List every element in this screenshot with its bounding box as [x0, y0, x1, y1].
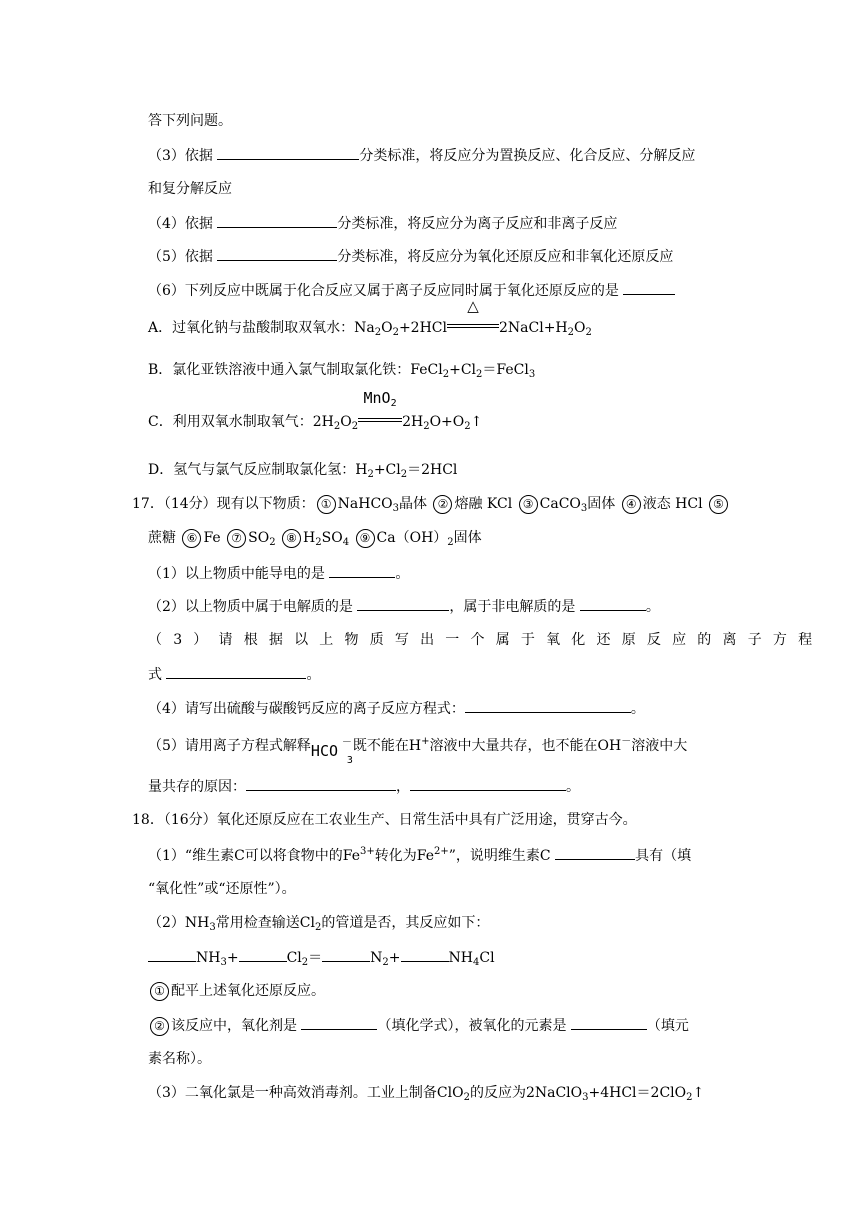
answer-blank[interactable]: [246, 776, 396, 791]
question-18-3: （3）二氧化氯是一种高效消毒剂。工业上制备ClO$_2$的反应为2NaClO$_3$+4HCl＝2ClO$_2$↑: [148, 1085, 705, 1103]
question-17-5: （5）请用离子方程式解释HCO 3 － 既不能在H+溶液中大量共存，也不能在OH－溶液中大: [148, 736, 688, 766]
question-17: 17．（14分）现有以下物质： ① NaHCO$_3$晶体 ② 熔融 KCl ③ CaCO$_3$固体 ④ 液态 HCl ⑤: [132, 494, 730, 514]
question-17-2: （2）以上物质中属于电解质的是 ，属于非电解质的是 。: [148, 596, 660, 617]
answer-blank[interactable]: [410, 776, 566, 791]
answer-blank[interactable]: [555, 845, 635, 860]
coefficient-blank[interactable]: [322, 947, 370, 962]
question-5: （5）依据 分类标准，将反应分为氧化还原反应和非氧化还原反应: [148, 246, 673, 267]
answer-blank[interactable]: [580, 596, 646, 611]
option-b: B．氯化亚铁溶液中通入氯气制取氯化铁：$FeCl_2+Cl_2=FeCl_3$: [148, 362, 536, 380]
answer-blank[interactable]: [217, 246, 337, 261]
text-line: 蔗糖 ⑥ Fe ⑦ $SO_2$ ⑧ $H_2SO_4$ ⑨ $Ca(OH)_2$固体: [148, 530, 482, 548]
text-line: 素名称）。: [148, 1051, 211, 1067]
text-line: 答下列问题。: [148, 113, 232, 129]
coefficient-blank[interactable]: [401, 947, 449, 962]
text-line: 式 。: [148, 664, 320, 685]
option-d: D．氢气与氯气反应制取氯化氢：$H_2+Cl_2=2HCl$: [148, 462, 458, 480]
answer-blank[interactable]: [329, 563, 395, 578]
sub-question-2: ② 该反应中，氧化剂是 （填化学式），被氧化的元素是 （填元: [148, 1015, 689, 1036]
question-18-2: $(2)NH_3$常用检查输送$Cl_2$的管道是否，其反应如下：: [148, 915, 490, 933]
text-line: 和复分解反应: [148, 181, 232, 197]
answer-blank[interactable]: [217, 213, 337, 228]
heat-condition: △: [447, 318, 499, 332]
option-c: C．利用双氧水制取氧气：$2H_2O_2$ MnO$_2$ $2H_2O+O_2↑$: [148, 389, 483, 432]
coefficient-blank[interactable]: [148, 947, 196, 962]
catalyst-condition: MnO$_2$: [358, 412, 402, 426]
question-6: （6）下列反应中既属于化合反应又属于离子反应同时属于氧化还原反应的是: [148, 280, 675, 301]
question-17-1: （1）以上物质中能导电的是 。: [148, 563, 409, 584]
question-18: 18．（16分）氧化还原反应在工农业生产、日常生活中具有广泛用途，贯穿古今。: [132, 812, 637, 828]
text-line: “氧化性”或“还原性”）。: [148, 881, 296, 897]
answer-blank[interactable]: [301, 1015, 377, 1030]
reaction-equation: $NH_3+ Cl_2= N_2+ NH_4Cl$: [148, 947, 495, 968]
answer-blank[interactable]: [217, 145, 359, 160]
option-a: A．过氧化钠与盐酸制取双氧水：$Na_2O_2+2HCl$ △ $2NaCl+H_2O_2$: [148, 297, 592, 338]
answer-blank[interactable]: [166, 664, 306, 679]
question-4: （4）依据 分类标准，将反应分为离子反应和非离子反应: [148, 213, 617, 234]
answer-blank[interactable]: [571, 1015, 647, 1030]
answer-blank[interactable]: [357, 596, 449, 611]
answer-blank[interactable]: [623, 280, 675, 295]
question-3: （3）依据 分类标准，将反应分为置换反应、化合反应、分解反应: [148, 145, 695, 166]
question-17-3: （3）请根据以上物质写出一个属于氧化还原反应的离子方程: [148, 632, 824, 648]
sub-question-1: ① 配平上述氧化还原反应。: [148, 981, 325, 1001]
answer-blank[interactable]: [465, 698, 631, 713]
coefficient-blank[interactable]: [239, 947, 287, 962]
text-line: 量共存的原因： ， 。: [148, 776, 580, 797]
question-18-1: （1）“维生素C可以将食物中的$Fe^{3+}$转化为$Fe^{2+}$”，说明维生素C 具有（填: [148, 846, 692, 864]
bicarbonate-ion: HCO 3 －: [310, 737, 353, 766]
question-17-4: （4）请写出硫酸与碳酸钙反应的离子反应方程式： 。: [148, 698, 645, 719]
